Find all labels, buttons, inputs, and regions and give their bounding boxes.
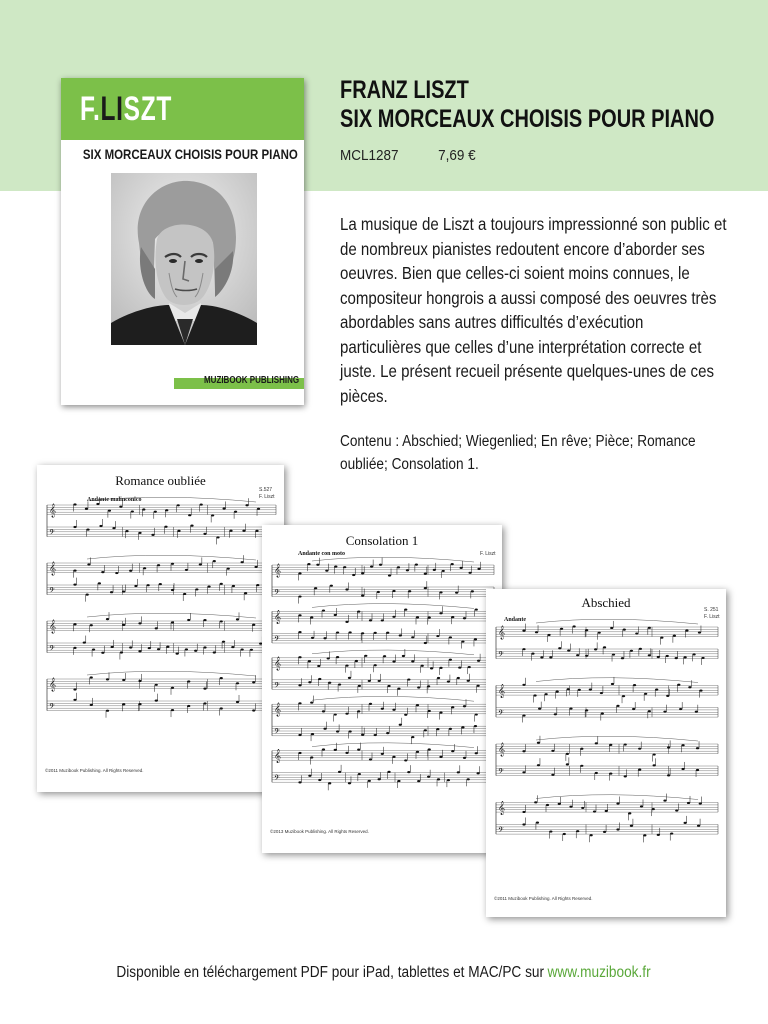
score-copyright: ©2011 Muzibook Publishing. All Rights Reserved. xyxy=(494,896,593,901)
book-cover[interactable] xyxy=(61,78,304,405)
svg-text:𝄞: 𝄞 xyxy=(49,677,57,691)
score-composer: F. Liszt xyxy=(259,494,275,500)
description-text: La musique de Liszt a toujours impressionné son public et de nombreux pianistes redoutent encore d’aborder ses oeuvres. Bien que celles-ci soient moins connues, le compositeur hongrois a aussi composé des oeuvres très abordables sans autres difficultés d’exécution particulières que celles d’une interprétation correcte et juste. Le présent recueil présente quelques-unes de ces pièces. xyxy=(340,214,727,406)
svg-text:𝄞: 𝄞 xyxy=(498,800,506,815)
footer-link[interactable]: www.muzibook.fr xyxy=(548,964,652,981)
score-title: Abschied xyxy=(581,595,631,610)
svg-text:𝄞: 𝄞 xyxy=(49,503,57,517)
svg-text:𝄞: 𝄞 xyxy=(498,742,506,756)
score-notation xyxy=(37,465,284,792)
svg-text:𝄞: 𝄞 xyxy=(498,683,506,698)
svg-text:𝄞: 𝄞 xyxy=(274,655,282,670)
product-description xyxy=(340,212,727,408)
product-composer: FRANZ LISZT xyxy=(340,76,469,104)
footer xyxy=(0,964,768,982)
score-composer: F. Liszt xyxy=(480,551,496,557)
product-reference-line xyxy=(340,147,476,164)
footer-text: Disponible en téléchargement PDF pour iPad, tablettes et MAC/PC sur xyxy=(116,964,545,981)
svg-text:𝄢: 𝄢 xyxy=(498,651,504,661)
publisher-label: MUZIBOOK PUBLISHING xyxy=(204,375,300,386)
score-preview-consolation-1[interactable] xyxy=(262,525,502,853)
cover-lastname-dark: LI xyxy=(100,90,124,128)
score-catalog-composer xyxy=(259,487,275,501)
svg-text:𝄢: 𝄢 xyxy=(274,589,280,599)
svg-text:𝄢: 𝄢 xyxy=(49,703,55,713)
svg-text:𝄢: 𝄢 xyxy=(49,529,55,539)
cover-header xyxy=(61,78,304,140)
score-preview-abschied[interactable] xyxy=(486,589,726,917)
svg-text:𝄢: 𝄢 xyxy=(274,681,280,692)
svg-text:𝄞: 𝄞 xyxy=(498,625,506,639)
svg-text:𝄢: 𝄢 xyxy=(49,645,55,655)
score-notation xyxy=(262,525,502,853)
score-composer: F. Liszt xyxy=(704,614,720,620)
svg-text:𝄞: 𝄞 xyxy=(274,563,282,577)
svg-text:𝄢: 𝄢 xyxy=(274,728,280,739)
cover-subtitle: SIX MORCEAUX CHOISIS POUR PIANO xyxy=(82,146,298,162)
svg-text:𝄞: 𝄞 xyxy=(274,702,282,717)
svg-text:𝄞: 𝄞 xyxy=(274,609,282,624)
score-catalog: S. 251 xyxy=(704,607,719,613)
product-price: 7,69 € xyxy=(438,147,476,164)
svg-text:𝄢: 𝄢 xyxy=(274,635,280,646)
score-title: Consolation 1 xyxy=(345,533,419,548)
product-title: SIX MORCEAUX CHOISIS POUR PIANO xyxy=(340,105,715,133)
score-copyright: ©2011 Muzibook Publishing. All Rights Reserved. xyxy=(45,768,144,773)
svg-text:𝄢: 𝄢 xyxy=(274,774,280,785)
cover-lastname-light: SZT xyxy=(123,90,173,128)
score-title: Romance oubliée xyxy=(115,473,206,488)
score-tempo: Andante xyxy=(504,617,527,623)
svg-text:𝄞: 𝄞 xyxy=(274,748,282,763)
product-contents: Contenu : Abschied; Wiegenlied; En rêve; Pièce; Romance oubliée; Consolation 1. xyxy=(340,433,696,473)
cover-initial: F. xyxy=(80,90,101,128)
svg-text:𝄢: 𝄢 xyxy=(49,587,55,597)
svg-text:𝄢: 𝄢 xyxy=(498,826,504,837)
score-notation xyxy=(486,589,726,917)
score-tempo: Andante con moto xyxy=(298,551,346,557)
score-preview-romance-oubliee[interactable] xyxy=(37,465,284,792)
score-catalog: S.527 xyxy=(259,487,273,493)
product-reference: MCL1287 xyxy=(340,147,399,164)
cover-composer-name xyxy=(80,89,172,129)
svg-text:𝄢: 𝄢 xyxy=(498,709,504,720)
score-copyright: ©2013 Muzibook Publishing. All Rights Reserved. xyxy=(270,829,369,834)
score-catalog-composer xyxy=(704,607,720,621)
svg-text:𝄢: 𝄢 xyxy=(498,768,504,778)
svg-text:𝄞: 𝄞 xyxy=(49,561,57,575)
score-tempo: Andante malinconico xyxy=(87,497,142,503)
composer-portrait xyxy=(111,173,257,345)
svg-text:𝄞: 𝄞 xyxy=(49,619,57,633)
